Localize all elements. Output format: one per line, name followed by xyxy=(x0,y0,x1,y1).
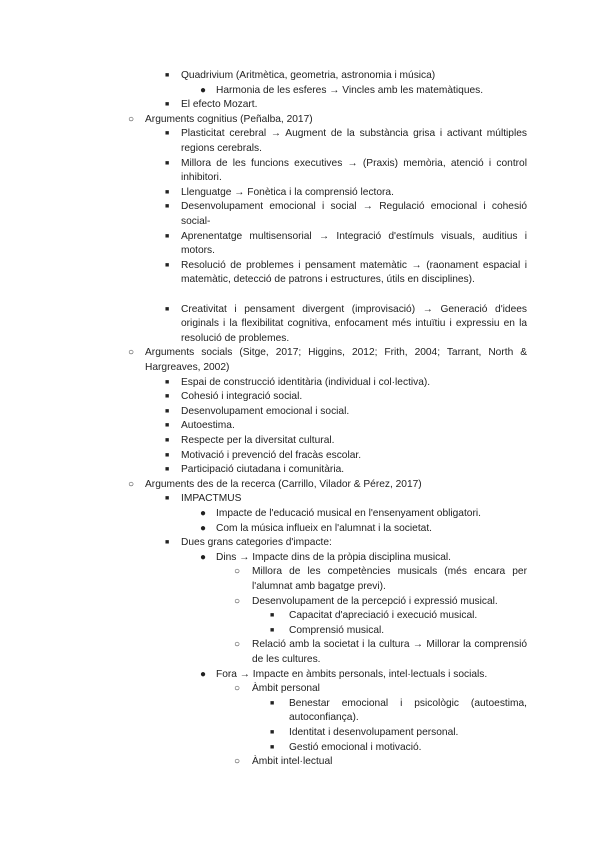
list-item-text: Aprenentatge multisensorial → Integració d'estímuls visuals, auditius i motors. xyxy=(181,230,527,257)
square-bullet-icon: ■ xyxy=(165,437,170,444)
list-item-text: Quadrivium (Aritmètica, geometria, astronomia i música) xyxy=(181,70,436,81)
list-item-text: Desenvolupament emocional i social → Regulació emocional i cohesió social- xyxy=(181,201,527,227)
list-item-text: Millora de les funcions executives → (Praxis) memòria, atenció i control inhibitori. xyxy=(181,157,527,184)
list-item xyxy=(0,609,600,624)
square-bullet-icon: ■ xyxy=(165,393,170,401)
list-item-text: Dins → Impacte dins de la pròpia disciplina musical. xyxy=(216,551,451,563)
circle-bullet-icon: ○ xyxy=(128,478,135,490)
list-item xyxy=(0,419,600,434)
list-item xyxy=(0,84,600,99)
list-item-text: Capacitat d'apreciació i execució musical. xyxy=(289,610,478,622)
list-item xyxy=(0,303,600,347)
square-bullet-icon: ■ xyxy=(165,232,170,240)
disc-bullet-icon: ● xyxy=(200,551,207,563)
list-item-text: Llenguatge → Fonètica i la comprensió lectora. xyxy=(181,186,394,198)
square-bullet-icon: ■ xyxy=(270,612,275,620)
list-item xyxy=(0,230,600,259)
list-item xyxy=(0,551,600,566)
list-item-text: Arguments des de la recerca (Carrillo, Vilador & Pérez, 2017) xyxy=(145,478,422,490)
list-item-text: Fora → Impacte en àmbits personals, intel·lectuals i socials. xyxy=(216,668,488,680)
list-item-text: Dues grans categories d'impacte: xyxy=(181,537,332,549)
list-item xyxy=(0,755,600,770)
list-item-text: Comprensió musical. xyxy=(289,624,385,636)
list-item xyxy=(0,507,600,522)
square-bullet-icon: ■ xyxy=(165,422,170,430)
square-bullet-icon: ■ xyxy=(165,72,170,79)
list-item xyxy=(0,113,600,128)
list-item-text: Respecte per la diversitat cultural. xyxy=(181,435,335,446)
list-item-text: Plasticitat cerebral → Augment de la substància grisa i activant múltiples regions cerebrals. xyxy=(181,128,527,154)
list-item-text: Impacte de l'educació musical en l'ensenyament obligatori. xyxy=(216,508,481,519)
square-bullet-icon: ■ xyxy=(165,130,170,138)
list-item xyxy=(0,186,600,201)
list-item xyxy=(0,259,600,303)
list-item xyxy=(0,98,600,113)
list-item-text: Creativitat i pensament divergent (improvisació) → Generació d'idees originals i la flexibilitat cognitiva, enfocament més intuïtiu i expressiu en la resolució de problemes. xyxy=(181,303,527,344)
circle-bullet-icon: ○ xyxy=(234,595,241,607)
square-bullet-icon: ■ xyxy=(165,261,170,269)
disc-bullet-icon: ● xyxy=(200,522,207,534)
circle-bullet-icon: ○ xyxy=(234,566,241,578)
list-item xyxy=(0,434,600,449)
list-item-text: Benestar emocional i psicològic (autoestima, autoconfiança). xyxy=(289,697,527,724)
square-bullet-icon: ■ xyxy=(165,407,170,415)
list-item-text: Motivació i prevenció del fracàs escolar. xyxy=(181,449,362,461)
square-bullet-icon: ■ xyxy=(270,626,275,634)
disc-bullet-icon: ● xyxy=(200,668,207,680)
list-item-text: Àmbit personal xyxy=(252,683,320,695)
list-item xyxy=(0,478,600,493)
square-bullet-icon: ■ xyxy=(165,466,170,474)
list-item-text: Desenvolupament emocional i social. xyxy=(181,405,350,417)
list-item-text: Com la música influeix en l'alumnat i la societat. xyxy=(216,522,432,534)
circle-bullet-icon: ○ xyxy=(128,113,135,125)
list-item xyxy=(0,390,600,405)
list-item xyxy=(0,376,600,391)
list-item xyxy=(0,127,600,156)
list-item-text: Participació ciutadana i comunitària. xyxy=(181,464,345,476)
circle-bullet-icon: ○ xyxy=(128,347,135,359)
square-bullet-icon: ■ xyxy=(165,159,170,167)
list-item-text: Resolució de problemes i pensament matemàtic → (raonament espacial i matemàtic, detecció de patrons i estructures, útils en disciplines). xyxy=(181,259,527,286)
list-item-text: Autoestima. xyxy=(181,420,235,432)
list-item xyxy=(0,595,600,610)
list-item xyxy=(0,624,600,639)
list-item xyxy=(0,726,600,741)
list-item-text: Cohesió i integració social. xyxy=(181,391,303,403)
list-item xyxy=(0,463,600,478)
list-item-text: El efecto Mozart. xyxy=(181,99,258,111)
circle-bullet-icon: ○ xyxy=(234,756,241,768)
square-bullet-icon: ■ xyxy=(165,495,170,503)
square-bullet-icon: ■ xyxy=(165,539,170,547)
list-item xyxy=(0,157,600,186)
square-bullet-icon: ■ xyxy=(165,305,170,313)
list-item xyxy=(0,565,600,594)
list-item-text: IMPACTMUS xyxy=(181,493,242,505)
list-item xyxy=(0,405,600,420)
square-bullet-icon: ■ xyxy=(165,378,170,386)
list-item-text: Harmonia de les esferes → Vincles amb les matemàtiques. xyxy=(216,84,484,96)
list-item xyxy=(0,200,600,229)
list-item xyxy=(0,536,600,551)
list-item xyxy=(0,682,600,697)
list-item xyxy=(0,697,600,726)
list-item-text: Desenvolupament de la percepció i expressió musical. xyxy=(252,595,498,607)
disc-bullet-icon: ● xyxy=(200,84,207,96)
list-item-text: Millora de les competències musicals (més encara per l'alumnat amb bagatge previ). xyxy=(252,566,527,592)
square-bullet-icon: ■ xyxy=(165,188,170,196)
list-item-text: Arguments cognitius (Peñalba, 2017) xyxy=(145,113,313,125)
list-item xyxy=(0,522,600,537)
square-bullet-icon: ■ xyxy=(165,203,170,211)
circle-bullet-icon: ○ xyxy=(234,639,241,651)
circle-bullet-icon: ○ xyxy=(234,683,241,695)
list-item-text: Identitat i desenvolupament personal. xyxy=(289,727,459,738)
list-item xyxy=(0,346,600,375)
list-item-text: Relació amb la societat i la cultura → Millorar la comprensió de les cultures. xyxy=(252,639,527,665)
list-item-text: Espai de construcció identitària (individual i col·lectiva). xyxy=(181,376,431,388)
square-bullet-icon: ■ xyxy=(165,101,170,109)
square-bullet-icon: ■ xyxy=(270,699,275,707)
list-item xyxy=(0,638,600,667)
square-bullet-icon: ■ xyxy=(270,729,275,736)
list-item xyxy=(0,69,600,84)
disc-bullet-icon: ● xyxy=(200,508,207,519)
list-item-text: Arguments socials (Sitge, 2017; Higgins, 2012; Frith, 2004; Tarrant, North & Hargreaves, 2002) xyxy=(145,347,527,373)
list-item-text: Gestió emocional i motivació. xyxy=(289,741,422,753)
list-item xyxy=(0,741,600,756)
list-item xyxy=(0,449,600,464)
list-item xyxy=(0,492,600,507)
square-bullet-icon: ■ xyxy=(270,743,275,751)
list-item xyxy=(0,668,600,683)
square-bullet-icon: ■ xyxy=(165,451,170,459)
list-item-text: Àmbit intel·lectual xyxy=(252,756,333,768)
